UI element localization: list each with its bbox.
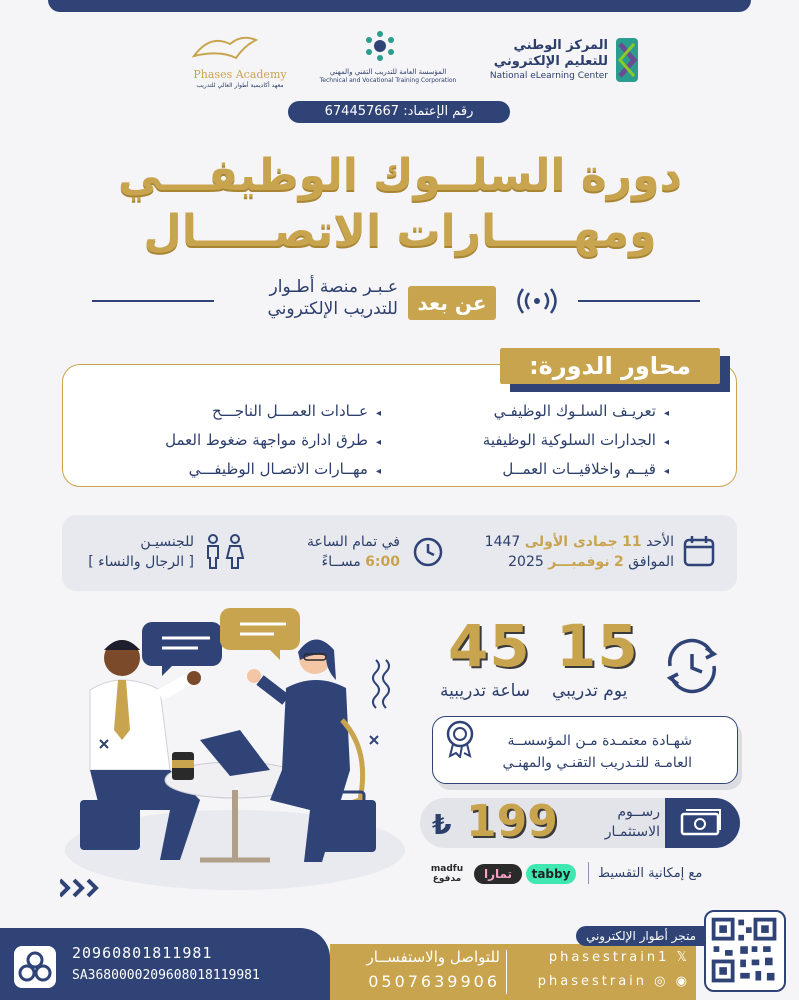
axes-title: محاور الدورة:: [500, 348, 720, 384]
gender-text: [82, 532, 194, 572]
gender-value: [ الرجال والنساء ]: [88, 554, 194, 570]
fee-label: [590, 802, 660, 842]
bank-account-number: 20960801811981: [72, 944, 213, 962]
nelc-name-ar1: المركز الوطني: [513, 38, 608, 53]
accreditation-number: رقم الإعتماد: 674457667: [288, 101, 510, 123]
iban-number: SA3680000209608018119981: [72, 968, 260, 983]
axes-left-list: [165, 398, 381, 485]
currency-symbol: ₺: [432, 808, 452, 841]
phases-logo: [180, 30, 300, 100]
social-handle[interactable]: [512, 974, 690, 989]
calendar-icon: [682, 534, 716, 568]
x-icon: 𝕏: [676, 950, 690, 965]
time-label: في تمام الساعة: [307, 534, 400, 550]
fee-label-2: الاستثمـار: [604, 824, 660, 840]
logos-row: [180, 30, 640, 100]
tvtc-name-ar: المؤسسة العامة للتدريب التقني والمهني: [329, 68, 447, 76]
money-icon: [680, 808, 722, 838]
axis-item: ◂ تعريـف السلـوك الوظيفـي: [483, 398, 669, 427]
days-count: 15: [556, 612, 639, 680]
duration-cycle-icon: [656, 630, 728, 702]
x-handle[interactable]: [512, 950, 690, 965]
platform-text: [220, 276, 398, 320]
axis-item: ◂ قيــم واخلاقيــات العمــل: [483, 456, 669, 485]
certificate-text: [470, 730, 692, 774]
tvtc-logo: [318, 30, 458, 100]
bank-logo-icon: [14, 946, 56, 988]
divider-right: [578, 300, 700, 302]
certificate-line-1: شهـادة معتمـدة مـن المؤسســة: [507, 733, 692, 749]
nelc-name-ar2: للتعليم الإلكتروني: [493, 54, 608, 70]
tvtc-star-icon: [364, 30, 396, 62]
hours-label: ساعة تدريبية: [440, 681, 531, 701]
contact-label: للتواصل والاستفســار: [366, 948, 500, 966]
hijri-day: 11: [622, 534, 642, 550]
time-suffix: مســاءً: [321, 554, 361, 570]
title-line-2: ومهـــــارات الاتصـــــال: [143, 206, 657, 257]
phases-name-ar: معهد أكاديمية أطوار العالي للتدريب: [196, 81, 284, 89]
remote-badge: عن بعد: [408, 286, 496, 320]
phases-bird-icon: [190, 30, 260, 64]
phases-name-en: Phases Academy: [193, 68, 287, 81]
greg-month: نوفمبـــر: [548, 554, 610, 570]
meeting-illustration: [60, 600, 410, 900]
contact-divider: [506, 950, 507, 994]
social-handle-text: phasestrain: [537, 974, 648, 989]
fee-label-1: رســوم: [617, 804, 660, 820]
days-label: يوم تدريبي: [552, 681, 628, 701]
broadcast-icon: [514, 286, 560, 316]
hours-count: 45: [448, 612, 531, 680]
time-value: 6:00: [365, 554, 400, 570]
axis-item: ◂ طرق ادارة مواجهة ضغوط العمل: [165, 427, 381, 456]
qr-code[interactable]: [704, 910, 786, 992]
nelc-icon: [614, 36, 640, 84]
nelc-name-en: National eLearning Center: [489, 70, 608, 81]
course-title: [100, 148, 700, 260]
axis-item: ◂ مهــارات الاتصـال الوظيفـــي: [165, 456, 381, 485]
title-line-1: دورة السلــوك الوظيفـــي: [117, 150, 683, 201]
day-name: الأحد: [646, 534, 674, 550]
axis-item: ◂ الجدارات السلوكية الوظيفية: [483, 427, 669, 456]
certificate-line-2: العامـة للتـدريب التقنـي والمهنـي: [502, 755, 692, 771]
top-bar: [48, 0, 751, 12]
phone-number[interactable]: 0507639906: [368, 972, 500, 991]
tamara-badge: تمارا: [474, 864, 522, 884]
tvtc-name-en: Technical and Vocational Training Corporation: [319, 76, 457, 84]
divider-left: [92, 300, 214, 302]
time-text: [282, 532, 400, 572]
installment-divider: [588, 862, 589, 884]
madfu-badge: madfu مدفوع: [430, 864, 464, 884]
fee-amount: 199: [466, 796, 558, 847]
store-label: متجر أطوار الإلكتروني: [576, 926, 706, 946]
axes-right-list: [483, 398, 669, 485]
installment-label: مع إمكانية التقسيط: [598, 866, 703, 881]
nelc-logo: [480, 30, 640, 100]
platform-line-2: للتدريب الإلكتروني: [267, 299, 398, 319]
axis-item: ◂ عــادات العمـــل الناجـــح: [165, 398, 381, 427]
x-handle-text: phasestrain1: [548, 950, 670, 965]
date-text: [468, 532, 674, 572]
clock-icon: [412, 536, 444, 568]
greg-year: 2025: [508, 554, 544, 570]
gender-icon: [200, 534, 248, 570]
gender-label: للجنسيـن: [140, 534, 194, 550]
greg-day: 2: [614, 554, 624, 570]
hijri-year: 1447: [484, 534, 521, 550]
tabby-badge: tabby: [526, 864, 576, 884]
platform-line-1: عـبـر منصة أطـوار: [269, 277, 398, 297]
hijri-month: جمادى الأولى: [524, 534, 618, 550]
corresponding-label: الموافق: [628, 554, 674, 570]
social-icons: ◎ ◉: [654, 974, 690, 989]
